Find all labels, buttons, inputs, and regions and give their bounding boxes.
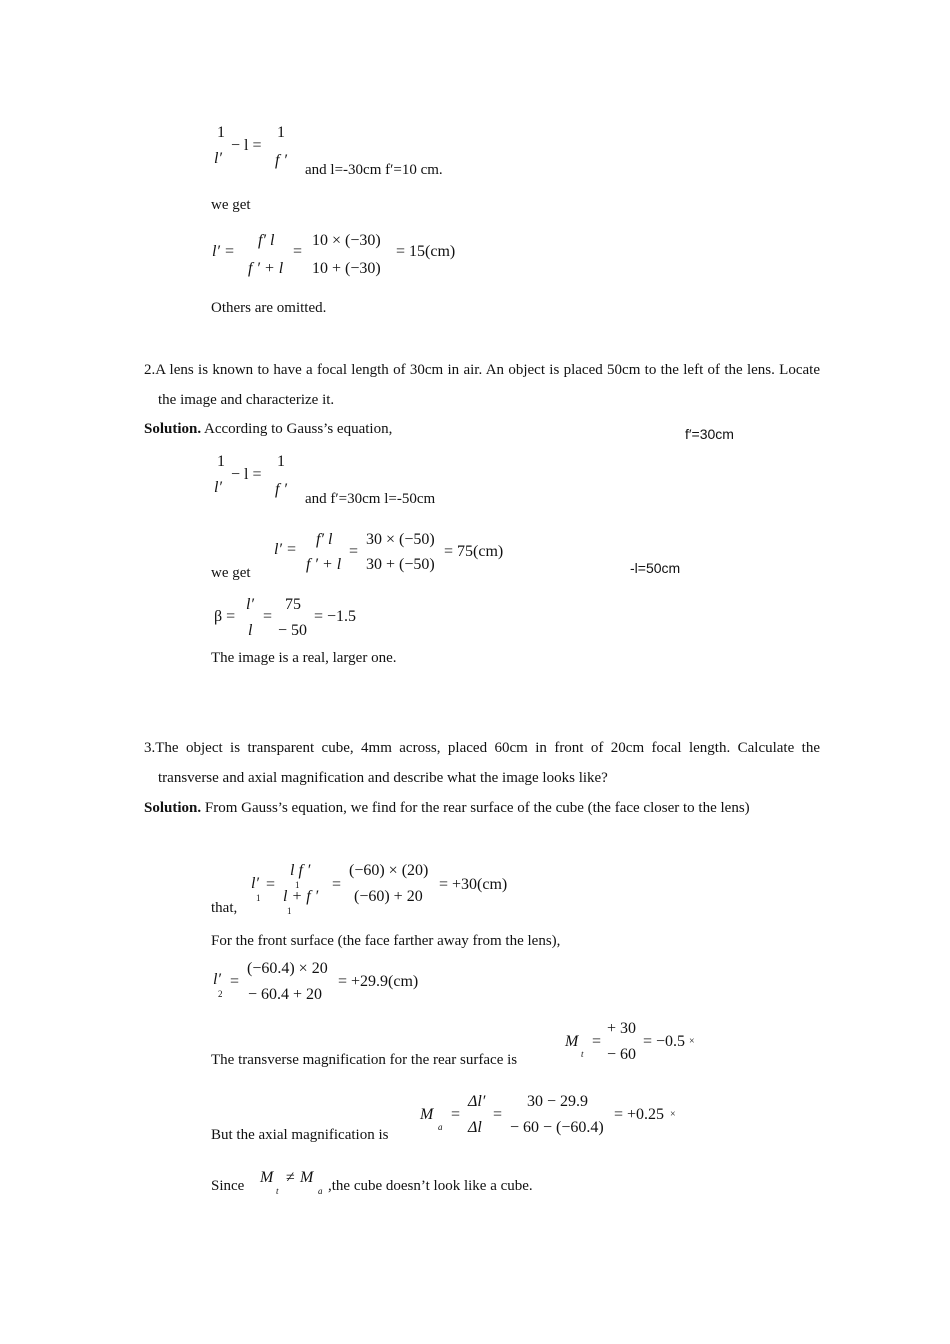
- eq-subscript: 1: [295, 880, 300, 890]
- that-label: that,: [211, 900, 238, 916]
- solution-label: Solution.: [144, 421, 202, 437]
- eq-denominator: − 60.4 + 20: [248, 986, 323, 1003]
- eq-numerator: 1: [277, 124, 285, 141]
- problem-2-statement: 2.A lens is known to have a focal length of 30cm in air. An object is placed 50cm to the left of the lens. Locate the image and characterize it.: [144, 362, 820, 408]
- eq-denominator: − 60: [607, 1046, 637, 1063]
- given-values: and f′=30cm l=-50cm: [305, 491, 436, 507]
- problem-2-conclusion: The image is a real, larger one.: [211, 650, 397, 666]
- eq-result: = +0.25: [614, 1106, 665, 1123]
- eq-numerator: 1: [217, 124, 225, 141]
- times-sign: ×: [670, 1109, 676, 1120]
- eq-numerator: (−60.4) × 20: [247, 960, 328, 977]
- problem-3-statement: 3.The object is transparent cube, 4mm across, placed 60cm in front of 20cm focal length. Calculate the transverse and axial magnification and describe what the image looks like?: [144, 740, 820, 786]
- side-note-object-distance: -l=50cm: [630, 560, 681, 576]
- eq-numerator: + 30: [607, 1020, 637, 1037]
- solution-text: According to Gauss’s equation,: [201, 421, 393, 437]
- eq-denominator: l + f ′: [283, 888, 319, 905]
- eq-denominator: f ′ + l: [248, 260, 284, 277]
- eq-subscript: a: [438, 1122, 443, 1132]
- others-omitted: Others are omitted.: [211, 300, 327, 316]
- eq-middle: − l =: [231, 137, 262, 154]
- eq-not-equal: ≠: [286, 1169, 295, 1186]
- axial-magnification-text: But the axial magnification is: [211, 1127, 389, 1143]
- eq-equals: =: [592, 1033, 602, 1050]
- eq-equals: =: [230, 973, 240, 990]
- eq-denominator: l: [248, 622, 253, 639]
- solution-label: Solution.: [144, 800, 202, 816]
- eq-lhs: l′: [251, 875, 259, 892]
- eq-numerator: Δl′: [468, 1093, 486, 1110]
- eq-numerator: 30 − 29.9: [527, 1093, 589, 1110]
- problem-3-solution: [144, 793, 806, 823]
- eq-lhs: l′: [213, 971, 221, 988]
- eq-subscript: t: [276, 1186, 279, 1196]
- eq-middle: − l =: [231, 466, 262, 483]
- transverse-magnification-text: The transverse magnification for the rear surface is: [211, 1052, 518, 1068]
- eq-denominator: 30 + (−50): [366, 556, 435, 573]
- eq-denominator: (−60) + 20: [354, 888, 423, 905]
- eq-numerator: l f ′: [290, 862, 311, 879]
- eq-numerator: f′ l: [316, 531, 333, 548]
- eq-result: = −0.5: [643, 1033, 686, 1050]
- eq-result: = −1.5: [314, 608, 357, 625]
- eq-result: = +29.9(cm): [338, 973, 419, 990]
- eq-numerator: 1: [277, 453, 285, 470]
- given-values: and l=-30cm f′=10 cm.: [305, 162, 443, 178]
- eq-equals: =: [451, 1106, 461, 1123]
- eq-denominator: f ′ + l: [306, 556, 342, 573]
- eq-result: = 15(cm): [396, 243, 456, 260]
- eq-subscript: t: [581, 1049, 584, 1059]
- we-get-label: we get: [211, 197, 251, 213]
- eq-term: M: [300, 1169, 314, 1186]
- eq-lhs: β =: [214, 608, 236, 625]
- eq-numerator: 1: [217, 453, 225, 470]
- eq-denominator: − 50: [278, 622, 308, 639]
- eq-denominator: Δl: [468, 1119, 482, 1136]
- eq-numerator: l′: [246, 596, 254, 613]
- times-sign: ×: [689, 1036, 695, 1047]
- eq-equals: =: [332, 876, 342, 893]
- eq-lhs: l′ =: [212, 243, 235, 260]
- eq-result: = 75(cm): [444, 543, 504, 560]
- eq-denominator: l′: [214, 150, 222, 167]
- eq-subscript: a: [318, 1186, 323, 1196]
- side-note-focal-length: f′=30cm: [685, 426, 734, 442]
- solution-text: From Gauss’s equation, we find for the rear surface of the cube (the face closer to the lens): [201, 800, 750, 816]
- eq-lhs: l′ =: [274, 541, 297, 558]
- eq-equals: =: [263, 608, 273, 625]
- eq-equals: =: [349, 543, 359, 560]
- eq-lhs: M: [420, 1106, 434, 1123]
- since-word: Since: [211, 1178, 245, 1194]
- eq-equals: =: [493, 1106, 503, 1123]
- eq-denominator: 10 + (−30): [312, 260, 381, 277]
- problem-2-solution: [144, 421, 392, 438]
- we-get-label: we get: [211, 565, 251, 581]
- eq-denominator: f ′: [275, 481, 287, 498]
- eq-numerator: 75: [285, 596, 301, 613]
- eq-result: = +30(cm): [439, 876, 508, 893]
- eq-numerator: (−60) × (20): [349, 862, 429, 879]
- eq-numerator: 10 × (−30): [312, 232, 381, 249]
- eq-numerator: f′ l: [258, 232, 275, 249]
- eq-term: M: [260, 1169, 274, 1186]
- eq-subscript: 2: [218, 989, 223, 999]
- eq-equals: =: [293, 243, 303, 260]
- eq-denominator: l′: [214, 479, 222, 496]
- conclusion-text: ,the cube doesn’t look like a cube.: [328, 1178, 533, 1194]
- eq-denominator: f ′: [275, 152, 287, 169]
- front-surface-text: For the front surface (the face farther away from the lens),: [211, 933, 561, 949]
- eq-subscript: 1: [256, 893, 261, 903]
- eq-equals: =: [266, 876, 276, 893]
- eq-lhs: M: [565, 1033, 579, 1050]
- eq-denominator: − 60 − (−60.4): [510, 1119, 604, 1136]
- eq-subscript: 1: [287, 906, 292, 916]
- eq-numerator: 30 × (−50): [366, 531, 435, 548]
